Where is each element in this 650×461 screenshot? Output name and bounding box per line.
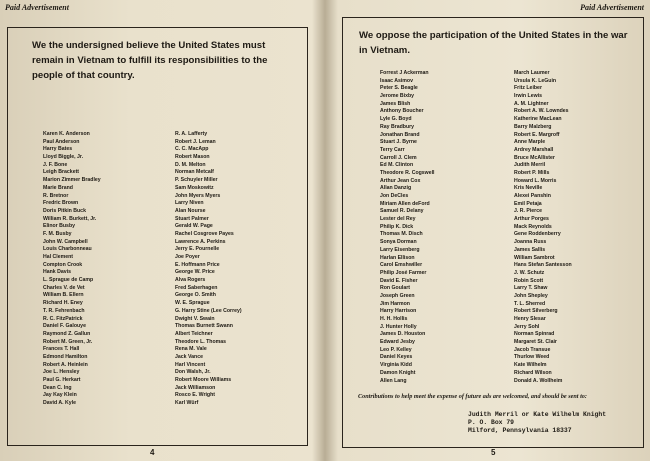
signer-name: Emil Petaja	[514, 200, 542, 207]
left-signers-column-2	[175, 131, 242, 408]
signer-name: Rena M. Vale	[175, 346, 207, 353]
signer-name: Robin Scott	[514, 277, 544, 284]
signer-name: Edward Jesby	[380, 339, 415, 346]
signer-name: Joanna Russ	[514, 239, 547, 246]
signer-name: William R. Burkett, Jr.	[43, 215, 97, 222]
signer-name: Fred Saberhagen	[175, 284, 218, 291]
signer-name: Kate Wilhelm	[514, 362, 547, 369]
signer-name: Margaret St. Clair	[514, 339, 557, 346]
signer-name: Ed M. Clinton	[380, 162, 414, 169]
signer-name: Dwight V. Swain	[175, 315, 215, 322]
signer-name: Gerald W. Page	[175, 223, 213, 230]
signer-name: Sam Moskowitz	[175, 184, 214, 191]
signer-name: J. F. Bone	[43, 161, 68, 168]
signer-name: Leo P. Kelley	[380, 346, 412, 353]
signer-name: John Myers Myers	[175, 192, 221, 199]
signer-name: Anthony Boucher	[380, 108, 424, 115]
signer-name: Jonathan Brand	[380, 131, 420, 138]
signer-name: Bruce McAllister	[514, 154, 555, 161]
signer-name: G. Harry Stine (Lee Correy)	[175, 307, 242, 314]
signer-name: Lawrence A. Perkins	[175, 238, 226, 245]
right-page-number: 5	[491, 448, 496, 457]
signer-name: Richard H. Eney	[43, 300, 83, 307]
signer-name: Hank Davis	[43, 269, 71, 276]
left-statement: We the undersigned believe the United States must remain in Vietnam to fulfill its responsibilities to the people of that country.	[32, 40, 268, 81]
signer-name: William Sambrot	[514, 254, 555, 261]
signer-name: Frances T. Hall	[43, 346, 80, 353]
signer-name: F. M. Busby	[43, 230, 72, 237]
signer-name: Peter S. Beagle	[380, 85, 418, 92]
signer-name: Richard Wilson	[514, 369, 552, 376]
signer-name: Virginia Kidd	[380, 362, 412, 369]
signer-name: David A. Kyle	[43, 400, 76, 407]
signer-name: Damon Knight	[380, 369, 416, 376]
signer-name: Paul Anderson	[43, 138, 80, 145]
signer-name: Robert A. W. Lowndes	[514, 108, 569, 115]
signer-name: Paul G. Herkart	[43, 377, 81, 383]
signer-name: Charles V. de Vet	[43, 284, 85, 291]
signer-name: Daniel Keyes	[380, 354, 413, 361]
signer-name: Mack Reynolds	[514, 223, 552, 230]
signer-name: James Sallis	[514, 246, 546, 253]
signer-name: John W. Campbell	[43, 238, 88, 245]
signer-name: Lester del Rey	[380, 216, 416, 223]
signer-name: Fritz Leiber	[514, 85, 542, 92]
signer-name: Donald A. Wollheim	[514, 377, 563, 384]
signer-name: Terry Carr	[380, 146, 405, 153]
signer-name: Miriam Allen deFord	[380, 200, 430, 207]
signer-name: Marie Brand	[43, 184, 73, 191]
signer-name: P. O. Box 79	[468, 419, 515, 426]
signer-name: Arthur Jean Cox	[380, 177, 421, 184]
signer-name: Milford, Pennsylvania 18337	[468, 427, 572, 434]
signer-name: Albert Teichner	[175, 330, 213, 337]
signer-name: Lyle G. Boyd	[380, 116, 412, 123]
signer-name: Arthur Porges	[514, 216, 549, 223]
left-ad-box	[7, 27, 308, 446]
signer-name: Kris Neville	[514, 185, 543, 192]
signer-name: Alexei Panshin	[514, 193, 551, 199]
signer-name: William B. Ellern	[43, 292, 84, 299]
signer-name: E. Hoffmann Price	[175, 261, 220, 268]
signer-name: R. A. Lafferty	[175, 131, 208, 137]
signer-name: Louis Charbonneau	[43, 246, 92, 253]
signer-name: Alan Nourse	[175, 207, 206, 214]
signer-name: Norman Spinrad	[514, 331, 555, 338]
signer-name: W. E. Sprague	[175, 300, 210, 307]
signer-name: D. M. Melton	[175, 161, 206, 168]
signer-name: Alva Rogers	[175, 277, 206, 284]
signer-name: Carol Emshwiller	[380, 262, 423, 269]
signer-name: Ardrey Marshall	[514, 146, 554, 153]
mailing-address	[468, 411, 606, 435]
signer-name: Robert Mason	[175, 154, 210, 161]
signer-name: Philip José Farmer	[380, 269, 427, 276]
signer-name: Harlan Ellison	[380, 254, 415, 261]
signer-name: David E. Fisher	[380, 277, 418, 284]
signer-name: Larry T. Shaw	[514, 285, 548, 292]
right-page-header: Paid Advertisement	[580, 3, 644, 12]
signer-name: Robert Moore Williams	[175, 377, 232, 383]
signer-name: Jack Williamson	[175, 384, 216, 391]
signer-name: A. M. Lightner	[514, 100, 549, 107]
signer-name: Karen K. Anderson	[43, 131, 90, 137]
signer-name: Jim Harmon	[380, 300, 410, 307]
signer-name: L. Sprague de Camp	[43, 277, 94, 284]
left-page-header: Paid Advertisement	[5, 3, 69, 12]
signer-name: Jay Kay Klein	[43, 392, 77, 399]
signer-name: Joe Poyer	[175, 254, 200, 260]
left-page-number: 4	[150, 448, 155, 457]
signer-name: T. R. Fehrenbach	[43, 307, 85, 314]
signer-name: Harry Harrison	[380, 308, 417, 315]
signer-name: James Blish	[380, 100, 411, 107]
signer-name: Judith Merril	[514, 162, 546, 169]
signer-name: Theodore L. Thomas	[175, 338, 227, 345]
signer-name: Barry Malzberg	[514, 123, 552, 130]
signer-name: March Laumer	[514, 70, 550, 76]
signer-name: Edmond Hamilton	[43, 353, 88, 360]
signer-name: Don Walsh, Jr.	[175, 369, 211, 376]
signer-name: Irwin Lewis	[514, 93, 542, 100]
signer-name: Lloyd Biggle, Jr.	[43, 154, 84, 161]
right-statement: We oppose the participation of the United States in the war in Vietnam.	[359, 30, 628, 56]
signer-name: Allen Lang	[380, 377, 407, 384]
signer-name: Jack Vance	[175, 353, 203, 360]
signer-name: Hal Clement	[43, 254, 73, 260]
signer-name: Ray Bradbury	[380, 123, 415, 130]
signer-name: Fredric Brown	[43, 200, 79, 207]
signer-name: Doris Pitkin Buck	[43, 207, 86, 214]
signer-name: Katherine MacLean	[514, 116, 562, 123]
signer-name: Harry Bates	[43, 146, 73, 153]
signer-name: Robert M. Green, Jr.	[43, 338, 93, 345]
right-signers-column-2	[514, 70, 572, 385]
right-ad-box	[342, 17, 644, 448]
signer-name: Daniel F. Galouye	[43, 323, 86, 330]
signer-name: George W. Price	[175, 269, 215, 276]
signer-name: Stuart Palmer	[175, 215, 209, 222]
signer-name: Thomas Burnett Swann	[175, 323, 233, 330]
signer-name: Howard L. Morris	[514, 177, 557, 184]
signer-name: Henry Slesar	[514, 316, 546, 322]
signer-name: Theodore R. Cogswell	[380, 169, 435, 176]
signer-name: Karl Würf	[175, 400, 199, 407]
signer-name: Larry Eisenberg	[380, 246, 420, 253]
signer-name: Rosco E. Wright	[175, 392, 215, 399]
signer-name: Forrest J Ackerman	[380, 70, 429, 76]
signer-name: Jerry E. Pournelle	[175, 246, 220, 253]
signer-name: George O. Smith	[175, 292, 216, 299]
signer-name: Jerry Sohl	[514, 323, 540, 330]
signer-name: Anne Marple	[514, 139, 546, 146]
signer-name: Robert P. Mills	[514, 169, 550, 176]
signer-name: Larry Niven	[175, 200, 204, 207]
signer-name: Joseph Green	[380, 292, 415, 299]
signer-name: Stuart J. Byrne	[380, 139, 417, 146]
signer-name: J. W. Schutz	[514, 269, 545, 276]
contributions-note: Contributions to help meet the expense of future ads are welcomed, and should be sent to:	[358, 393, 587, 400]
signer-name: Ursula K. LeGuin	[514, 77, 557, 84]
signer-name: J. R. Pierce	[514, 208, 542, 215]
signer-name: Hans Stefan Santesson	[514, 262, 572, 269]
signer-name: Carroll J. Clem	[380, 154, 417, 161]
signer-name: Jacob Transue	[514, 346, 551, 353]
signer-name: P. Schuyler Miller	[175, 177, 218, 184]
right-page	[326, 0, 650, 461]
signer-name: Robert J. Leman	[175, 138, 216, 145]
signer-name: Thomas M. Disch	[380, 231, 423, 238]
signer-name: Allan Danzig	[380, 185, 412, 192]
signer-name: Robert E. Margroff	[514, 131, 560, 138]
signer-name: Raymond Z. Gallun	[43, 330, 91, 337]
signer-name: Thurlow Weed	[514, 354, 550, 361]
signer-name: Norman Metcalf	[175, 169, 214, 176]
signer-name: R. Bretnor	[43, 192, 69, 199]
signer-name: J. Hunter Holly	[380, 323, 417, 330]
signer-name: H. H. Hollis	[380, 316, 408, 322]
right-signers-column-1	[380, 70, 434, 385]
signer-name: Leigh Brackett	[43, 169, 80, 176]
signer-name: Philip K. Dick	[380, 223, 414, 230]
signer-name: Robert Silverberg	[514, 308, 558, 315]
signer-name: Elinor Busby	[43, 223, 75, 230]
signer-name: Jerome Bixby	[380, 93, 415, 100]
signer-name: Samuel R. Delany	[380, 208, 424, 215]
signer-name: Harl Vincent	[175, 361, 206, 368]
signer-name: Judith Merril or Kate Wilhelm Knight	[468, 411, 607, 418]
signer-name: T. L. Sherred	[514, 300, 546, 307]
signer-name: James D. Houston	[380, 331, 426, 338]
left-page	[0, 0, 324, 461]
signer-name: Isaac Asimov	[380, 77, 413, 84]
signer-name: Marion Zimmer Bradley	[43, 177, 101, 184]
signer-name: Dean C. Ing	[43, 384, 72, 391]
signer-name: John Shepley	[514, 292, 548, 299]
signer-name: Sonya Dorman	[380, 239, 417, 246]
signer-name: Robert A. Heinlein	[43, 361, 88, 368]
signer-name: Compton Crook	[43, 261, 83, 268]
signer-name: Ron Goulart	[380, 285, 410, 292]
signer-name: C. C. MacApp	[175, 146, 209, 153]
signer-name: Rachel Cosgrove Payes	[175, 230, 234, 237]
signer-name: R. C. FitzPatrick	[43, 315, 83, 322]
signer-name: Joe L. Hensley	[43, 369, 80, 376]
signer-name: Gene Roddenberry	[514, 231, 561, 238]
left-signers-column-1	[43, 131, 101, 408]
signer-name: Jon DeCles	[380, 193, 409, 199]
